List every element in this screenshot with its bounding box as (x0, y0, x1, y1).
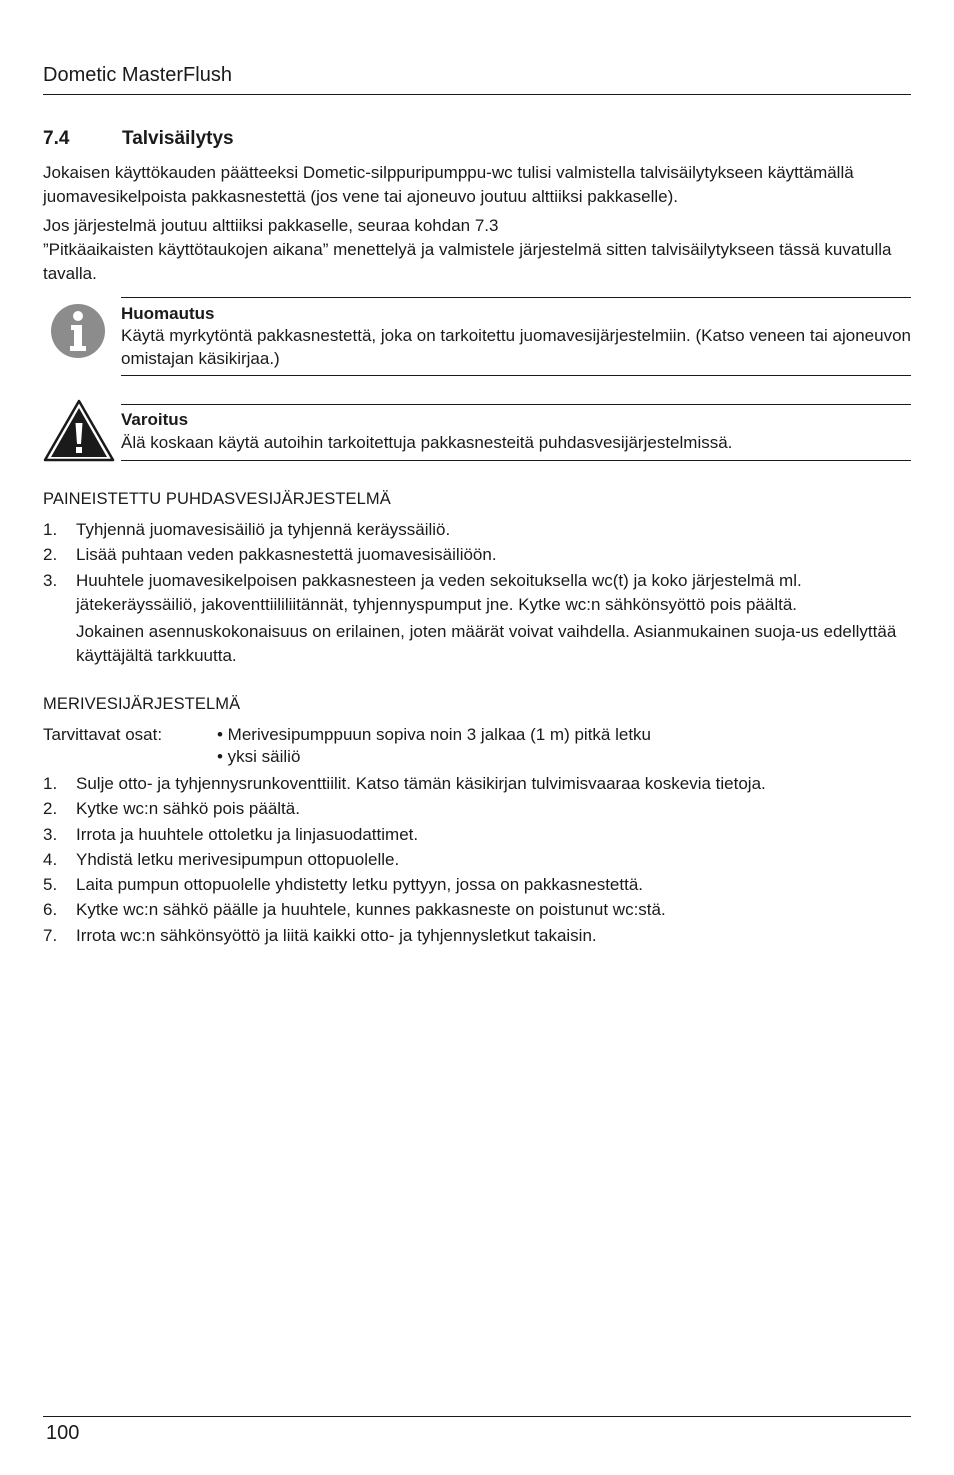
step-text: Yhdistä letku merivesipumpun ottopuolelle. (76, 849, 400, 869)
section-number: 7.4 (43, 128, 70, 149)
step-number: 5. (43, 875, 58, 895)
step-number: 2. (43, 545, 58, 565)
list-item (43, 924, 913, 948)
list-item (43, 797, 913, 821)
step-text: Lisää puhtaan veden pakkasnestettä juomavesisäiliöön. (76, 545, 497, 565)
seawater-steps (43, 772, 913, 949)
list-item (43, 873, 913, 897)
note-text: Käytä myrkytöntä pakkasnestettä, joka on tarkoitettu juomavesijärjestelmiin. (Katso veneen tai ajoneuvon omistajan käsikirjaa.) (121, 326, 911, 368)
running-header: Dometic MasterFlush (43, 64, 232, 86)
seawater-heading: MERIVESIJÄRJESTELMÄ (43, 695, 241, 713)
section-title: Talvisäilytys (122, 128, 234, 149)
pressurized-steps (43, 518, 913, 618)
warning-top-rule (121, 404, 911, 405)
list-item (43, 543, 913, 567)
note-label: Huomautus (121, 304, 215, 323)
step-number: 7. (43, 925, 58, 945)
intro-paragraph: Jokaisen käyttökauden päätteeksi Dometic-silppuripumppu-wc tulisi valmistella talvisäilytykseen käyttämällä juomavesikelpoista pakkasnestettä (jos vene tai ajoneuvo joutuu alttiiksi pakkaselle). (43, 163, 854, 206)
list-item (43, 518, 913, 542)
pressurized-note: Jokainen asennuskokonaisuus on erilainen, joten määrät voivat vaihdella. Asianmukainen suoja-us edellyttää käyttäjältä tarkkuutta. (76, 622, 897, 665)
step-number: 3. (43, 824, 58, 844)
step-number: 6. (43, 900, 58, 920)
list-item (43, 823, 913, 847)
step-number: 1. (43, 520, 58, 539)
step-text: Kytke wc:n sähkö pois päältä. (76, 799, 300, 819)
page-number: 100 (46, 1422, 80, 1444)
footer-divider (43, 1416, 911, 1417)
list-item (43, 898, 913, 922)
step-text: Laita pumpun ottopuolelle yhdistetty letku pyttyyn, jossa on pakkasnestettä. (76, 875, 644, 895)
warning-text: Älä koskaan käytä autoihin tarkoitettuja pakkasnesteitä puhdasvesijärjestelmissä. (121, 433, 733, 452)
list-item (43, 772, 913, 796)
list-item (43, 569, 913, 617)
step-text: Irrota wc:n sähkönsyöttö ja liitä kaikki otto- ja tyhjennysletkut takaisin. (76, 925, 597, 945)
intro-paragraph-2-line-1: Jos järjestelmä joutuu alttiiksi pakkaselle, seuraa kohdan 7.3 (43, 216, 499, 235)
parts-label: Tarvittavat osat: (43, 725, 163, 744)
warning-label: Varoitus (121, 410, 189, 429)
header-divider (43, 94, 911, 95)
step-number: 3. (43, 570, 58, 590)
intro-paragraph-2-line-2: ”Pitkäaikaisten käyttötaukojen aikana” menettelyä ja valmistele järjestelmä sitten talvisäilytykseen tässä kuvatulla tavalla. (43, 240, 892, 283)
step-text: Huuhtele juomavesikelpoisen pakkasnesteen ja veden sekoituksella wc(t) ja koko järjestelmä ml. jätekeräyssäiliö, jakoventtiililiitännät, tyhjennyspumput jne. Kytke wc:n sähkönsyöttö pois päältä. (76, 570, 802, 614)
warning-bottom-rule (121, 460, 911, 461)
list-item (43, 848, 913, 872)
step-number: 2. (43, 799, 58, 819)
step-number: 4. (43, 849, 58, 869)
step-text: Irrota ja huuhtele ottoletku ja linjasuodattimet. (76, 824, 419, 844)
parts-item: • yksi säiliö (217, 747, 301, 766)
step-number: 1. (43, 774, 58, 793)
warning-icon (43, 399, 115, 463)
note-top-rule (121, 297, 911, 298)
note-bottom-rule (121, 375, 911, 376)
step-text: Kytke wc:n sähkö päälle ja huuhtele, kunnes pakkasneste on poistunut wc:stä. (76, 900, 666, 920)
info-icon (50, 303, 106, 359)
parts-item: • Merivesipumppuun sopiva noin 3 jalkaa (1 m) pitkä letku (217, 725, 651, 744)
step-text: Sulje otto- ja tyhjennysrunkoventtiilit. Katso tämän käsikirjan tulvimisvaaraa koskevia tietoja. (76, 774, 766, 793)
pressurized-heading: PAINEISTETTU PUHDASVESIJÄRJESTELMÄ (43, 490, 391, 508)
step-text: Tyhjennä juomavesisäiliö ja tyhjennä keräyssäiliö. (76, 520, 451, 539)
